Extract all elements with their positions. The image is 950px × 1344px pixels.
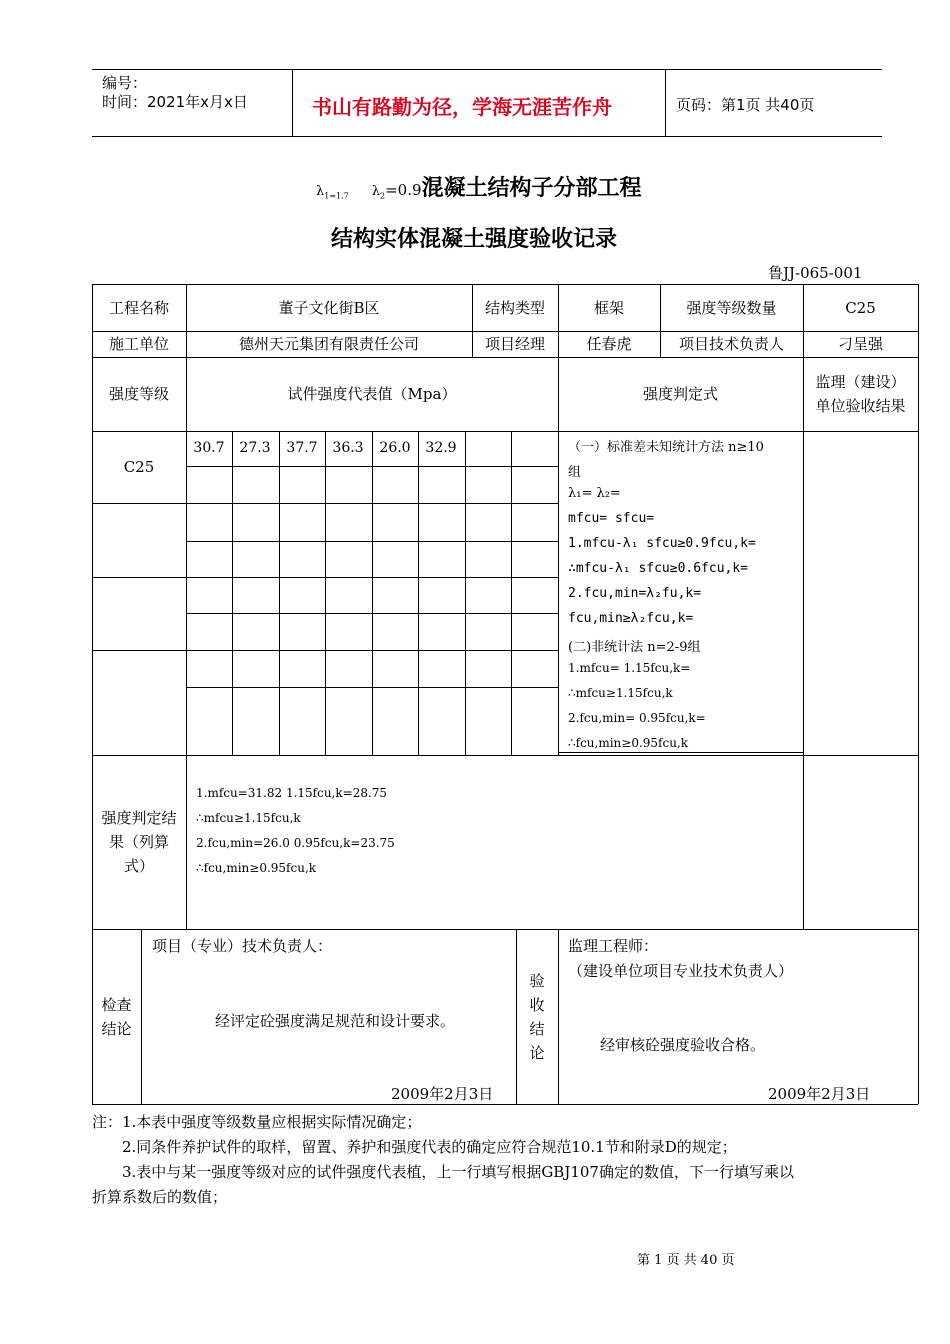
- structure-type-value: 框架: [593, 298, 624, 317]
- sample-value: 30.7: [193, 440, 225, 456]
- accept-char: 收: [529, 995, 545, 1014]
- grade-count-value: C25: [845, 298, 876, 317]
- table-rule: [141, 929, 142, 1104]
- table-rule: [92, 1104, 918, 1105]
- header-divider: [292, 69, 293, 136]
- acceptance-conclusion-label: [516, 929, 558, 1104]
- criteria-line: λ₁= λ₂=: [568, 486, 621, 501]
- check-label-line1: 检查: [101, 995, 132, 1014]
- sample-grade: C25: [123, 458, 155, 476]
- doc-number-label: 编号：: [102, 74, 148, 92]
- check-date: 2009年2月3日: [391, 1085, 494, 1103]
- sample-value: 26.0: [379, 440, 411, 456]
- table-rule: [918, 284, 919, 1104]
- header-bottom-rule: [92, 136, 882, 137]
- result-line: 1.mfcu=31.82 1.15fcu,k=28.75: [196, 786, 388, 800]
- grade-header: 强度等级: [108, 385, 169, 403]
- contractor-label: 施工单位: [108, 335, 169, 353]
- grade-count-label: 强度等级数量: [686, 298, 777, 317]
- criteria-line: 1.mfcu-λ₁ sfcu≥0.9fcu,k=: [568, 536, 756, 551]
- table-rule: [465, 431, 466, 755]
- pm-value: 任春虎: [586, 335, 632, 353]
- table-rule: [558, 929, 559, 1104]
- lambda1-symbol: λ: [316, 184, 325, 199]
- result-label-line1: 强度判定结: [101, 809, 177, 827]
- table-rule: [372, 431, 373, 755]
- result-label-line3: 式）: [123, 857, 154, 875]
- table-rule: [558, 752, 803, 753]
- acceptance-text: 经审核砼强度验收合格。: [600, 1036, 766, 1054]
- accept-char: 结: [529, 1019, 545, 1038]
- criteria-line: ∴mfcu≥1.15fcu,k: [568, 686, 673, 700]
- header-divider: [665, 69, 666, 136]
- project-name-value: 董子文化街B区: [278, 298, 380, 317]
- table-rule: [232, 431, 233, 755]
- tech-lead-value: 刁呈强: [837, 335, 883, 353]
- lambda2-symbol: λ: [371, 184, 380, 199]
- table-rule: [418, 431, 419, 755]
- table-rule: [803, 357, 804, 929]
- table-rule: [92, 929, 918, 930]
- tech-lead-signature-label: 项目（专业）技术负责人：: [152, 937, 333, 955]
- check-conclusion-label: [92, 929, 141, 1104]
- lambda1-sub: 1=1.7: [324, 191, 349, 201]
- note-line: 折算系数后的数值；: [92, 1188, 228, 1206]
- result-line: ∴fcu,min≥0.95fcu,k: [196, 861, 317, 875]
- supervisor-header-line2: 单位验收结果: [815, 397, 906, 415]
- criteria-header: 强度判定式: [642, 385, 718, 403]
- table-rule: [325, 431, 326, 755]
- result-line: 2.fcu,min=26.0 0.95fcu,k=23.75: [196, 836, 395, 850]
- pm-label: 项目经理: [484, 335, 545, 353]
- table-rule: [511, 431, 512, 755]
- tech-lead-label: 项目技术负责人: [678, 335, 784, 353]
- criteria-line: 1.mfcu= 1.15fcu,k=: [568, 661, 691, 675]
- header-top-rule: [92, 69, 882, 70]
- form-code: 鲁JJ-065-001: [768, 264, 863, 282]
- result-line: ∴mfcu≥1.15fcu,k: [196, 811, 301, 825]
- sample-value: 32.9: [425, 440, 457, 456]
- criteria-line: 2.fcu,min= 0.95fcu,k=: [568, 711, 706, 725]
- result-label-line2: 果（列算: [108, 833, 169, 851]
- check-conclusion-text: 经评定砼强度满足规范和设计要求。: [215, 1012, 456, 1030]
- criteria-line: (二)非统计法 n=2-9组: [568, 640, 701, 655]
- lambda2-value: =0.9: [385, 181, 422, 199]
- page-info-label: 页码：第1页 共40页: [676, 96, 815, 114]
- table-rule: [92, 431, 918, 432]
- acceptance-date: 2009年2月3日: [768, 1085, 871, 1103]
- check-label-line2: 结论: [101, 1019, 132, 1038]
- page-footer: 第 1 页 共 40 页: [637, 1253, 735, 1268]
- criteria-line: fcu,min≥λ₂fcu,k=: [568, 611, 694, 626]
- result-label: [92, 755, 186, 929]
- accept-char: 论: [529, 1043, 545, 1062]
- table-rule: [92, 755, 918, 756]
- note-line: 3.表中与某一强度等级对应的试件强度代表植，上一行填写根据GBJ107确定的数值，下一行填写乘以: [122, 1163, 794, 1181]
- criteria-line: ∴fcu,min≥0.95fcu,k: [568, 736, 689, 750]
- supervisor-signature-label: 监理工程师：: [568, 937, 659, 955]
- sample-value: 36.3: [332, 440, 364, 456]
- sample-values-header: 试件强度代表值（Mpa）: [287, 385, 457, 403]
- sample-value: 37.7: [286, 440, 318, 456]
- structure-type-label: 结构类型: [484, 298, 545, 317]
- criteria-line: 组: [568, 465, 582, 480]
- page-title-line2: 结构实体混凝土强度验收记录: [331, 227, 618, 252]
- criteria-line: mfcu= sfcu=: [568, 511, 655, 526]
- criteria-line: （一）标准差未知统计方法 n≥10: [568, 440, 764, 455]
- title-text-1: 混凝土结构子分部工程: [421, 176, 642, 201]
- page-title-line1: [316, 171, 642, 202]
- header-motto: 书山有路勤为径，学海无涯苦作舟: [312, 95, 612, 119]
- note-line: 注：1.本表中强度等级数量应根据实际情况确定；: [92, 1113, 422, 1131]
- supervisor-header: [803, 357, 918, 431]
- supervisor-header-line1: 监理（建设）: [815, 373, 906, 391]
- table-rule: [279, 431, 280, 755]
- sample-value: 27.3: [239, 440, 271, 456]
- owner-signature-label: （建设单位项目专业技术负责人）: [568, 962, 794, 980]
- accept-char: 验: [529, 971, 545, 990]
- doc-time-label: 时间：2021年x月x日: [102, 93, 248, 111]
- criteria-line: ∴mfcu-λ₁ sfcu≥0.6fcu,k=: [568, 561, 749, 576]
- contractor-value: 德州天元集团有限责任公司: [238, 335, 419, 353]
- note-line: 2.同条件养护试件的取样，留置、养护和强度代表的确定应符合规范10.1节和附录D的规定；: [122, 1138, 737, 1156]
- criteria-line: 2.fcu,min=λ₂fu,k=: [568, 586, 702, 601]
- project-name-label: 工程名称: [108, 298, 169, 317]
- lambda2-sub: 2: [380, 191, 386, 201]
